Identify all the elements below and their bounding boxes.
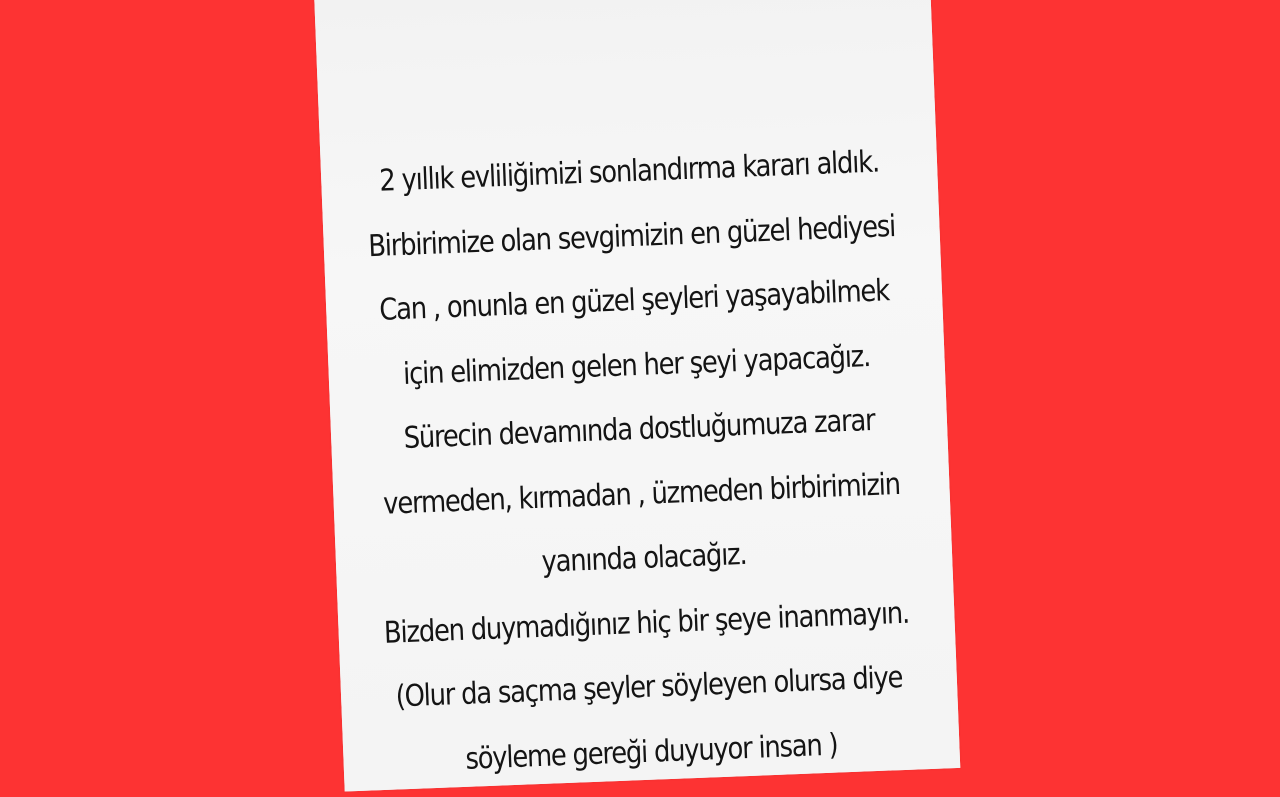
statement-line: söyleme gereği duyuyor insan ) [464,727,839,777]
statement-line: (Olur da saçma şeyler söyleyen olursa diye [395,660,903,715]
statement-line: Birbirimize olan sevgimizin en güzel hediyesi [367,208,896,264]
statement-line: yanında olacağız. [540,536,748,580]
statement-line: için elimizden gelen her şeyi yapacağız. [402,338,871,392]
statement-line: Can , onunla en güzel şeyleri yaşayabilmek [378,273,890,328]
statement-line: Sürecin devamında dostluğumuza zarar [403,402,876,456]
statement-line: Bizden duymadığınız hiç bir şeye inanmayın. [383,595,910,651]
statement-line: vermeden, kırmadan , üzmeden birbirimizin [382,466,901,522]
statement-line: 2 yıllık evliliğimizi sonlandırma kararı aldık. [378,144,880,199]
statement-card [312,0,961,792]
statement-text [363,130,917,795]
